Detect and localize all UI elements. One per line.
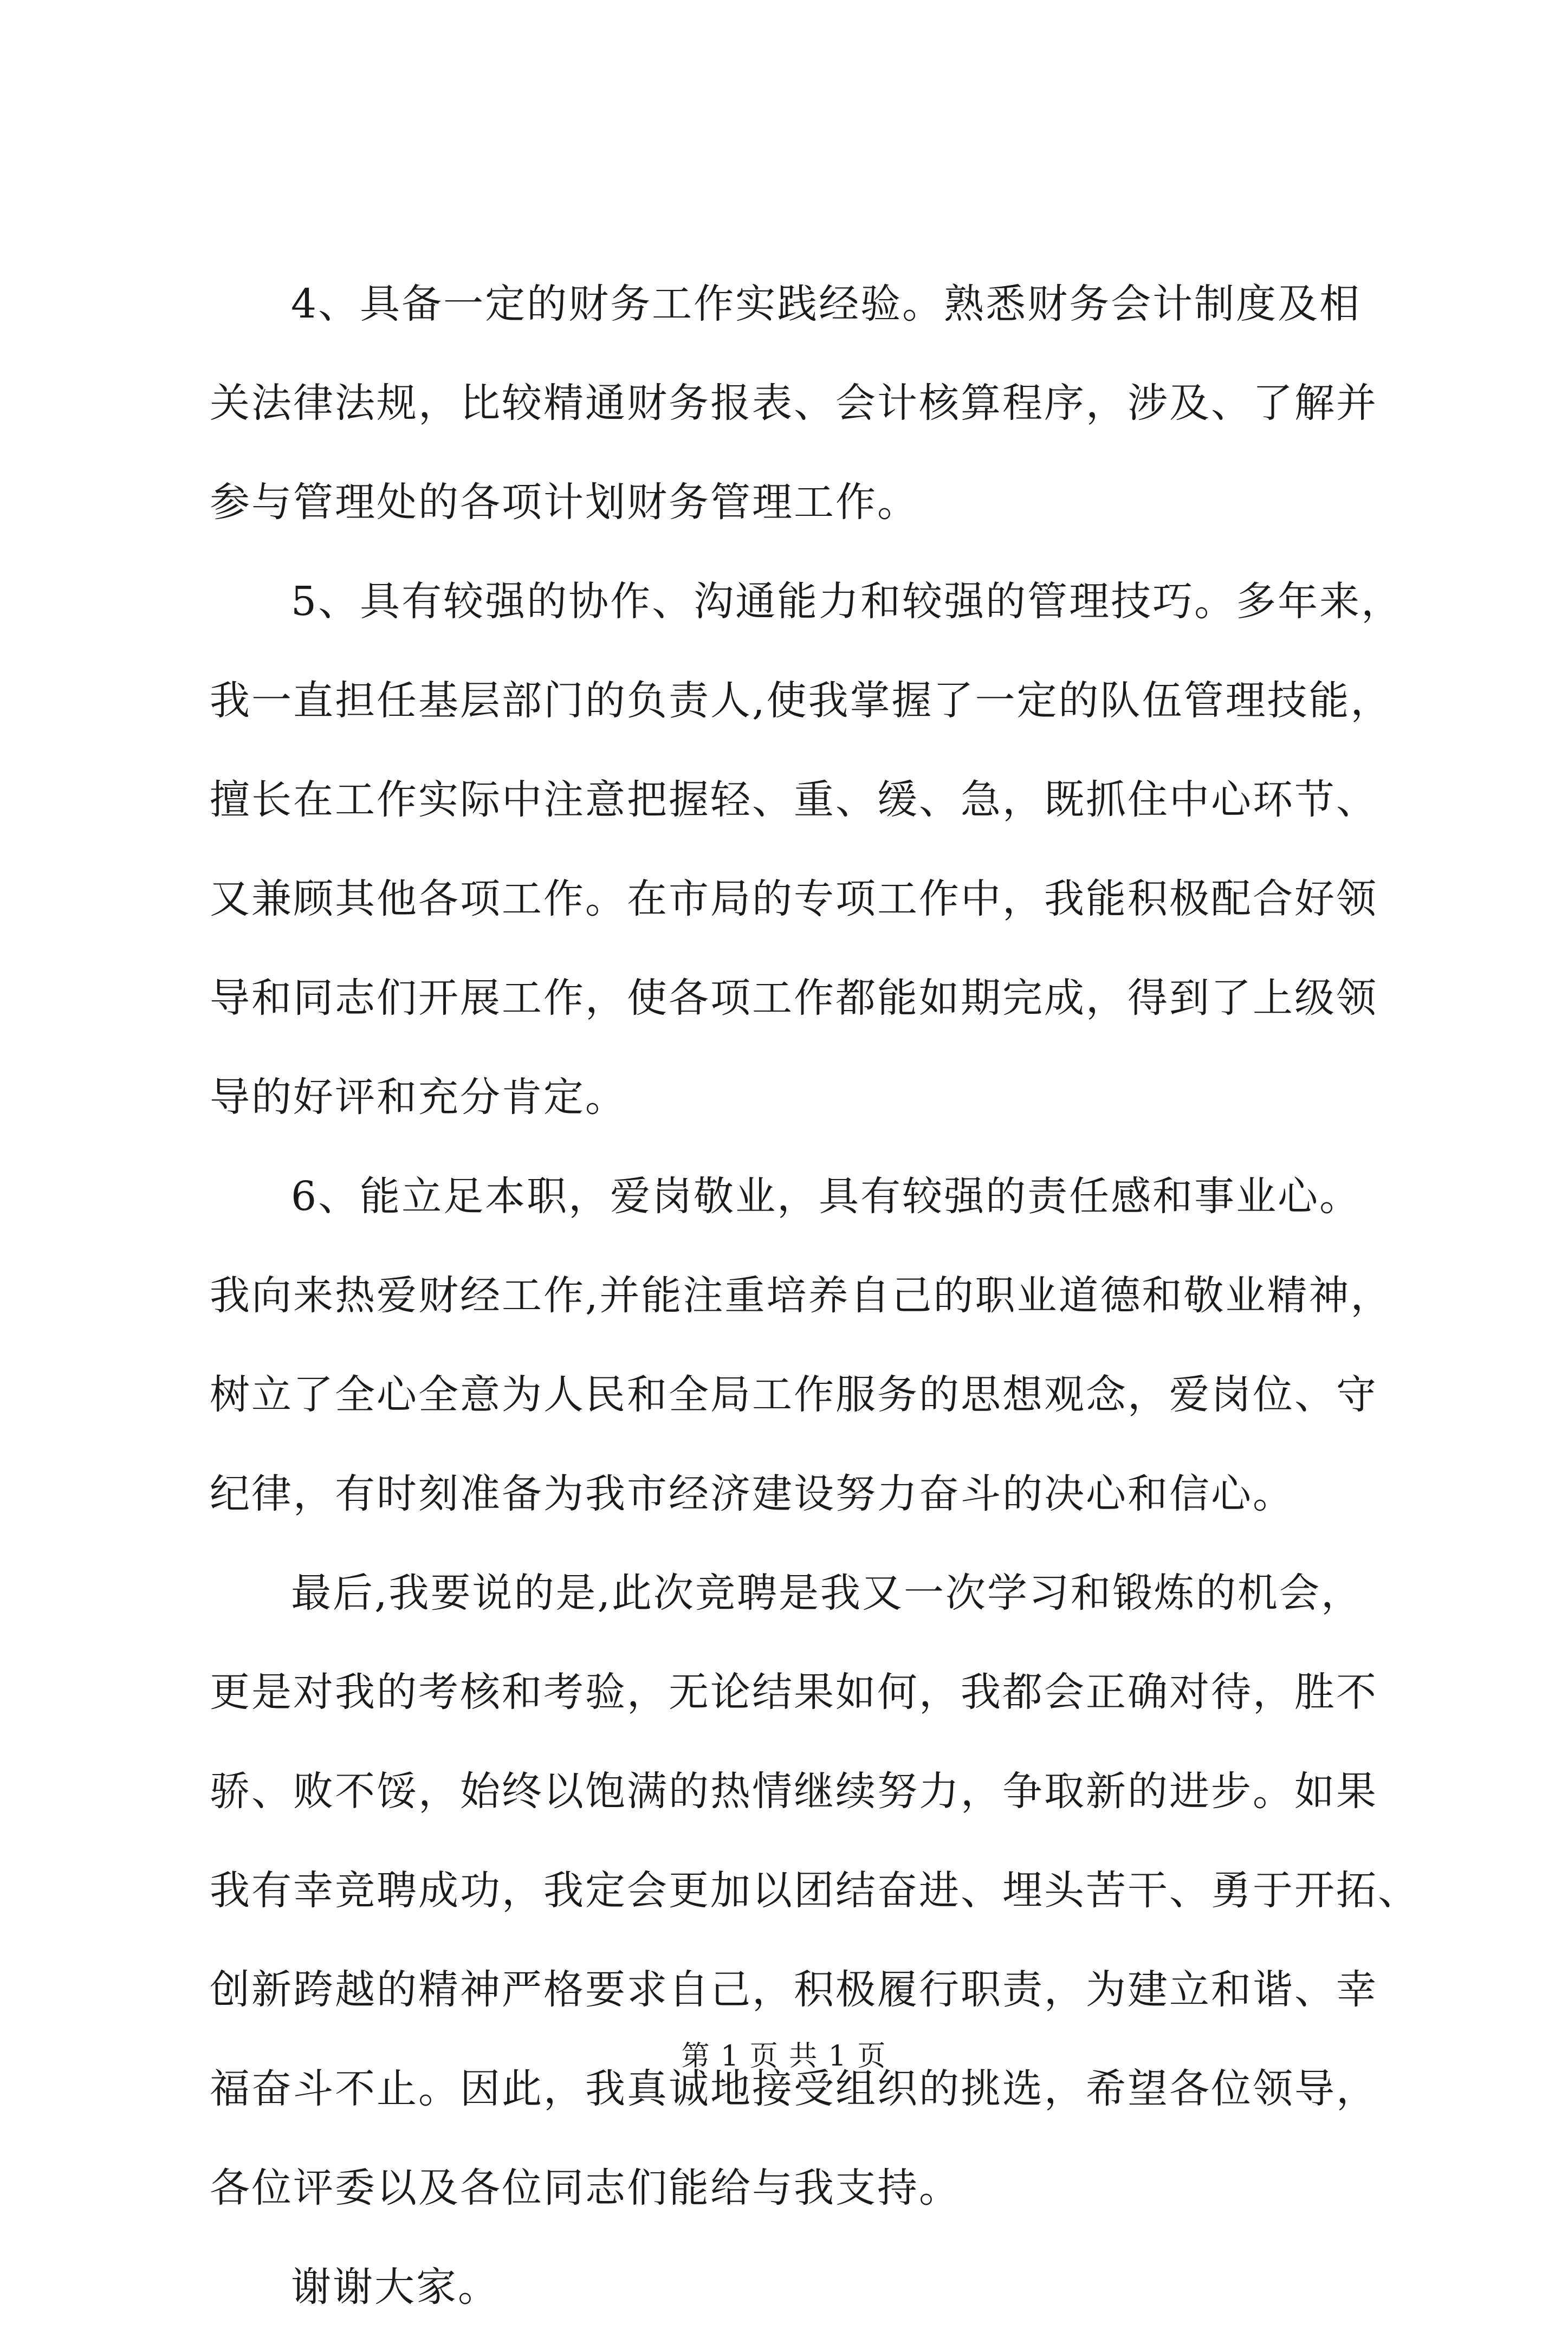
text-line: 我一直担任基层部门的负责人,使我掌握了一定的队伍管理技能，	[210, 677, 1392, 724]
paragraph-4	[210, 255, 1378, 552]
paragraph-6	[210, 1147, 1392, 1544]
text-line: 导和同志们开展工作，使各项工作都能如期完成，得到了上级领	[210, 975, 1378, 1021]
text-line: 4、具备一定的财务工作实践经验。熟悉财务会计制度及相	[291, 281, 1362, 327]
paragraph-thanks	[210, 2238, 1369, 2337]
text-line: 我有幸竞聘成功，我定会更加以团结奋进、埋头苦干、勇于开拓、	[210, 1867, 1420, 1914]
text-line: 我向来热爱财经工作,并能注重培养自己的职业道德和敬业精神，	[210, 1272, 1392, 1319]
text-line: 6、能立足本职，爱岗敬业，具有较强的责任感和事业心。	[291, 1173, 1362, 1220]
text-line: 参与管理处的各项计划财务管理工作。	[210, 479, 919, 526]
text-line: 5、具有较强的协作、沟通能力和较强的管理技巧。多年来，	[291, 578, 1403, 625]
paragraph-closing	[210, 1544, 1420, 2238]
text-line: 又兼顾其他各项工作。在市局的专项工作中，我能积极配合好领	[210, 876, 1378, 922]
text-line: 更是对我的考核和考验，无论结果如何，我都会正确对待，胜不	[210, 1669, 1378, 1715]
text-line: 最后,我要说的是,此次竞聘是我又一次学习和锻炼的机会，	[291, 1570, 1363, 1616]
text-line: 关法律法规，比较精通财务报表、会计核算程序，涉及、了解并	[210, 380, 1378, 426]
text-line: 擅长在工作实际中注意把握轻、重、缓、急，既抓住中心环节、	[210, 776, 1378, 823]
page-footer: 第 1 页 共 1 页	[681, 2040, 887, 2073]
paragraph-5	[210, 552, 1403, 1147]
text-line: 纪律，有时刻准备为我市经济建设努力奋斗的决心和信心。	[210, 1471, 1294, 1517]
text-line: 骄、败不馁，始终以饱满的热情继续努力，争取新的进步。如果	[210, 1768, 1378, 1815]
text-line: 导的好评和充分肯定。	[210, 1074, 627, 1121]
document-body	[210, 255, 1420, 2337]
text-line: 树立了全心全意为人民和全局工作服务的思想观念，爱岗位、守	[210, 1371, 1378, 1418]
text-line: 福奋斗不止。因此，我真诚地接受组织的挑选，希望各位领导，	[210, 2066, 1378, 2112]
text-line: 各位评委以及各位同志们能给与我支持。	[210, 2165, 961, 2211]
text-line: 创新跨越的精神严格要求自己，积极履行职责，为建立和谐、幸	[210, 1966, 1378, 2013]
text-line: 谢谢大家。	[291, 2264, 500, 2310]
